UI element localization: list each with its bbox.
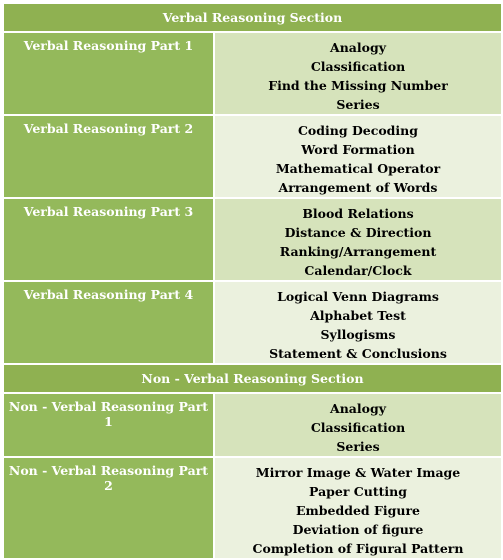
part-name-cell: Non - Verbal Reasoning Part 2 (3, 457, 214, 559)
topic-item: Syllogisms (320, 327, 396, 342)
topic-item: Completion of Figural Pattern (252, 541, 464, 556)
table-row (3, 115, 502, 198)
topic-item: Series (336, 97, 380, 112)
table-row (3, 32, 502, 115)
topics-cell (214, 457, 502, 559)
topic-item: Coding Decoding (297, 123, 418, 138)
section-header-row (3, 364, 502, 393)
topics-cell (214, 281, 502, 364)
table-row (3, 198, 502, 281)
table-row (3, 457, 502, 559)
topic-item: Mathematical Operator (275, 161, 441, 176)
topics-cell (214, 115, 502, 198)
topic-item: Classification (310, 420, 406, 435)
section-title: Verbal Reasoning Section (3, 3, 502, 32)
topic-item: Arrangement of Words (278, 180, 438, 195)
topic-item: Distance & Direction (284, 225, 432, 240)
topic-item: Alphabet Test (310, 308, 406, 323)
part-name-cell: Verbal Reasoning Part 4 (3, 281, 214, 364)
topic-item: Analogy (330, 40, 386, 55)
topic-item: Classification (310, 59, 406, 74)
topic-item: Analogy (330, 401, 386, 416)
topic-item: Ranking/Arrangement (279, 244, 437, 259)
reasoning-syllabus-table (2, 2, 503, 560)
topic-item: Deviation of figure (292, 522, 424, 537)
part-name-cell: Verbal Reasoning Part 3 (3, 198, 214, 281)
part-name-cell: Non - Verbal Reasoning Part 1 (3, 393, 214, 457)
topic-item: Find the Missing Number (268, 78, 448, 93)
table-row (3, 393, 502, 457)
topics-cell (214, 393, 502, 457)
part-name-cell: Verbal Reasoning Part 2 (3, 115, 214, 198)
topic-item: Blood Relations (302, 206, 414, 221)
section-title: Non - Verbal Reasoning Section (3, 364, 502, 393)
table-body (3, 3, 502, 559)
table-row (3, 281, 502, 364)
topic-item: Word Formation (301, 142, 415, 157)
topic-item: Calendar/Clock (304, 263, 412, 278)
topic-item: Embedded Figure (296, 503, 420, 518)
topic-item: Paper Cutting (309, 484, 407, 499)
topic-item: Logical Venn Diagrams (277, 289, 439, 304)
topics-cell (214, 32, 502, 115)
section-header-row (3, 3, 502, 32)
topic-item: Series (336, 439, 380, 454)
topic-item: Statement & Conclusions (269, 346, 447, 361)
part-name-cell: Verbal Reasoning Part 1 (3, 32, 214, 115)
topic-item: Mirror Image & Water Image (255, 465, 461, 480)
topics-cell (214, 198, 502, 281)
